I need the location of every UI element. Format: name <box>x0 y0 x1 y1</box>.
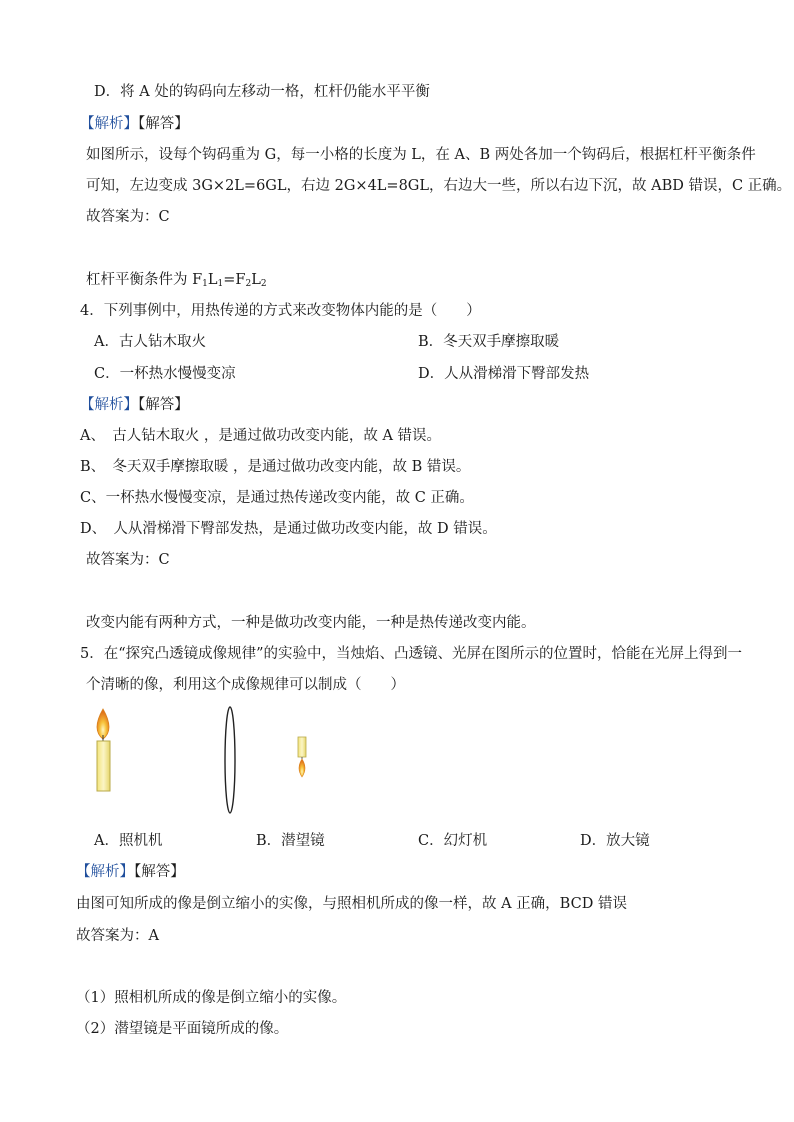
note-f1: F <box>192 272 203 288</box>
q4-option-c: C．一杯热水慢慢变凉 <box>94 366 236 382</box>
note-eq: =F <box>223 272 246 288</box>
q3-body-line-2: 可知，左边变成 3G×2L=6GL，右边 2G×4L=8GL，右边大一些，所以右边下沉，故 ABD 错误，C 正确。 <box>86 178 792 194</box>
note-sub-1: 1 <box>202 279 208 289</box>
q3-analysis-header <box>80 114 189 134</box>
q5-note-2: （2）潜望镜是平面镜所成的像。 <box>76 1021 289 1037</box>
q4-analysis-header <box>80 395 189 415</box>
note-prefix: 杠杆平衡条件为 <box>86 272 193 288</box>
answer-tag: 【解答】 <box>138 116 189 132</box>
q5-answer: 故答案为：A <box>76 928 159 944</box>
q3-note <box>86 270 267 294</box>
convex-lens-icon <box>225 707 235 813</box>
q4-explain-a: A、 古人钻木取火 ，是通过做功改变内能，故 A 错误。 <box>80 428 442 444</box>
note-sub-3: 2 <box>245 279 252 289</box>
q5-option-c: C．幻灯机 <box>418 833 488 849</box>
q5-body: 由图可知所成的像是倒立缩小的实像，与照相机所成的像一样，故 A 正确，BCD 错误 <box>76 896 627 912</box>
q4-option-b: B．冬天双手摩擦取暖 <box>418 334 560 350</box>
q4-option-d: D．人从滑梯滑下臀部发热 <box>418 366 590 382</box>
q4-explain-c: C、一杯热水慢慢变凉，是通过热传递改变内能，故 C 正确。 <box>80 490 474 506</box>
analysis-tag: 【解析】 <box>80 397 138 413</box>
q3-answer: 故答案为：C <box>86 209 170 225</box>
q5-analysis-header <box>76 862 185 882</box>
q4-answer: 故答案为：C <box>86 552 170 568</box>
analysis-tag: 【解析】 <box>76 864 134 880</box>
q4-explain-b: B、 冬天双手摩擦取暖 ，是通过做功改变内能，故 B 错误。 <box>80 459 471 475</box>
note-l1: L <box>207 272 218 288</box>
q4-explain-d: D、 人从滑梯滑下臀部发热，是通过做功改变内能，故 D 错误。 <box>80 521 497 537</box>
q5-stem-line-1: 5．在“探究凸透镜成像规律”的实验中，当烛焰、凸透镜、光屏在图所示的位置时，恰能在光屏上得到一 <box>80 646 743 662</box>
answer-tag: 【解答】 <box>134 864 185 880</box>
note-sub-4: 2 <box>260 279 267 289</box>
q3-option-d: D．将 A 处的钩码向左移动一格，杠杆仍能水平平衡 <box>94 84 430 100</box>
inverted-image-icon <box>298 737 306 777</box>
analysis-tag: 【解析】 <box>80 116 138 132</box>
note-l2: L <box>251 272 261 288</box>
q5-option-d: D．放大镜 <box>580 833 650 849</box>
q4-note: 改变内能有两种方式，一种是做功改变内能，一种是热传递改变内能。 <box>86 615 536 631</box>
q3-body-line-1: 如图所示，设每个钩码重为 G，每一小格的长度为 L，在 A、B 两处各加一个钩码后，根据杠杆平衡条件 <box>86 147 756 163</box>
q5-stem-line-2: 个清晰的像，利用这个成像规律可以制成（ ） <box>86 677 405 693</box>
candle-icon <box>97 709 110 791</box>
q5-option-b: B．潜望镜 <box>256 833 325 849</box>
q5-note-1: （1）照相机所成的像是倒立缩小的实像。 <box>76 990 347 1006</box>
answer-tag: 【解答】 <box>138 397 189 413</box>
lens-experiment-figure <box>86 705 386 815</box>
note-sub-2: 1 <box>217 279 224 289</box>
q5-option-a: A．照机机 <box>94 833 163 849</box>
q4-stem: 4．下列事例中，用热传递的方式来改变物体内能的是（ ） <box>80 303 481 319</box>
q4-option-a: A．古人钻木取火 <box>94 334 206 350</box>
